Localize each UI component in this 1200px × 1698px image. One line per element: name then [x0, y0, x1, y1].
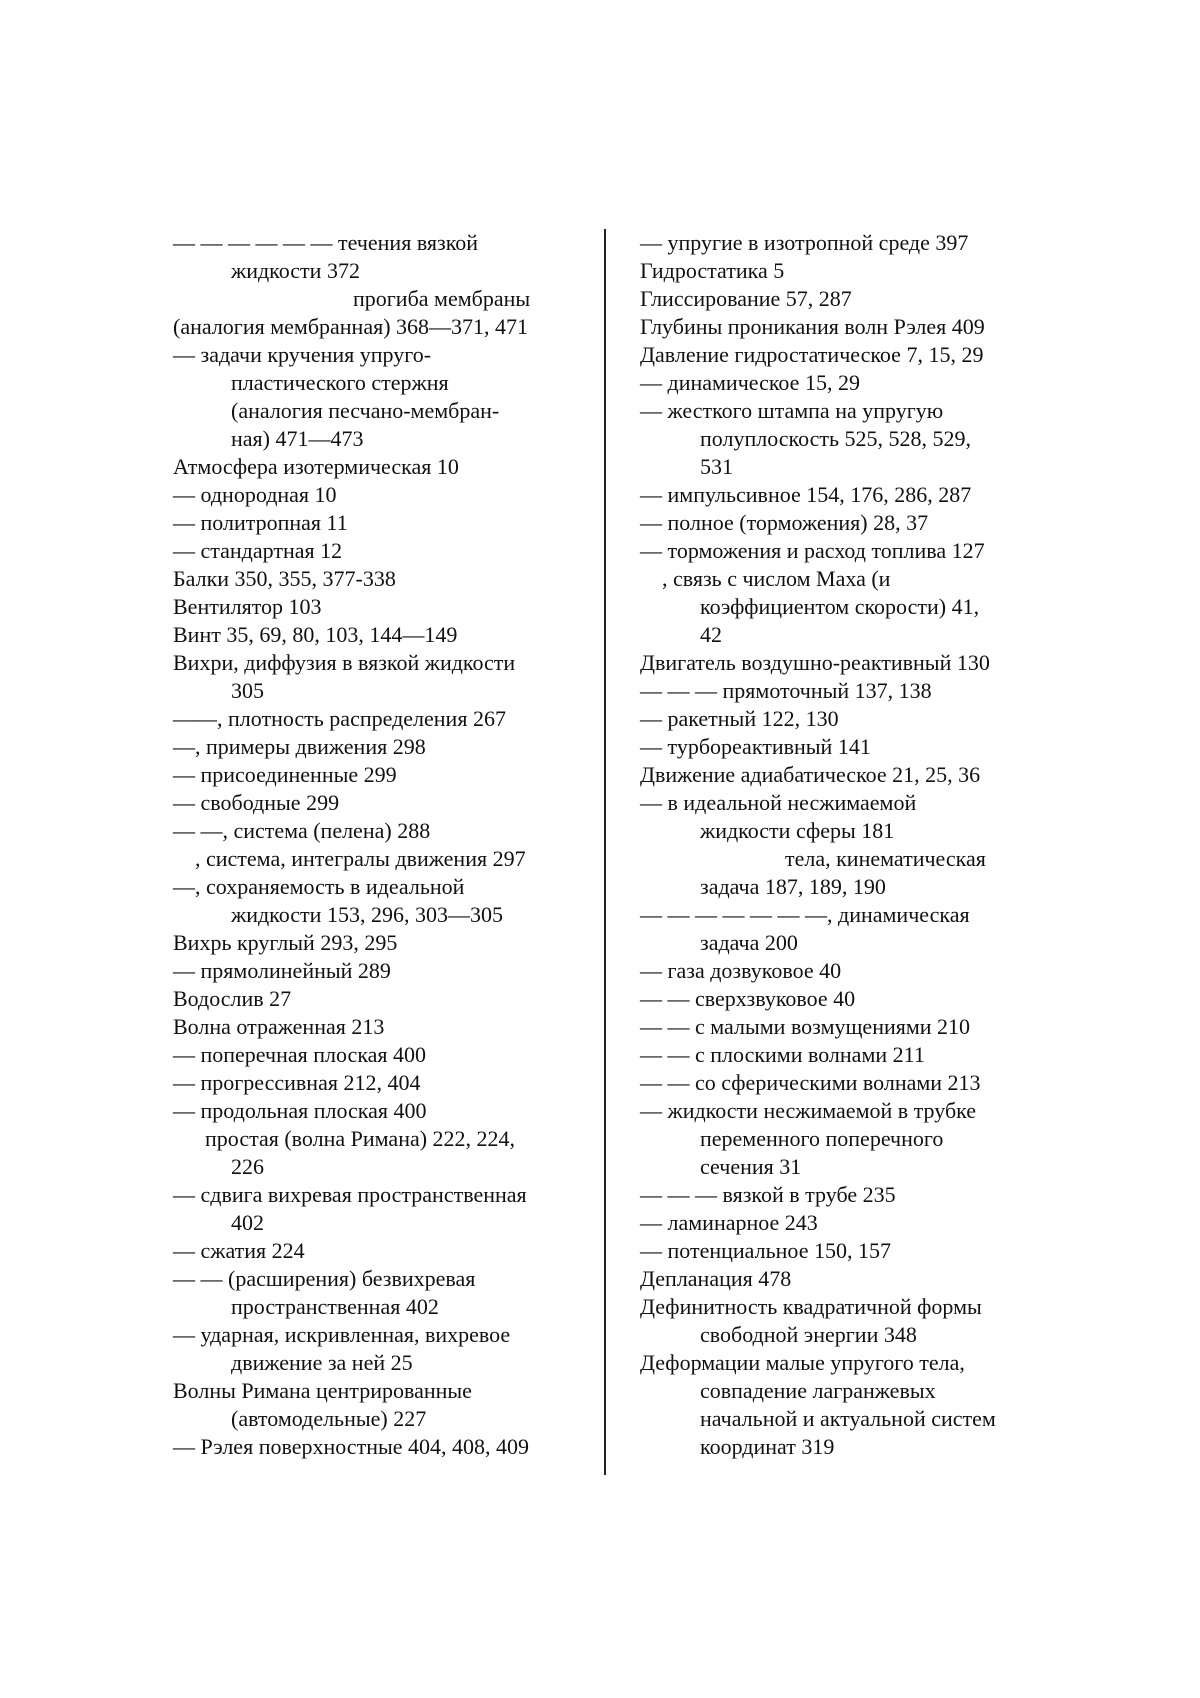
index-entry: Волна отраженная 213: [173, 1014, 385, 1039]
index-entry: тела, кинематическая: [785, 846, 986, 871]
index-entry: — турбореактивный 141: [640, 734, 871, 759]
index-entry: — торможения и расход топлива 127: [640, 538, 985, 563]
index-entry: — жидкости несжимаемой в трубке: [640, 1098, 977, 1123]
index-entry: — — — — — — течения вязкой: [173, 230, 479, 255]
index-entry: прогиба мембраны: [353, 286, 531, 311]
index-entry: — — с малыми возмущениями 210: [640, 1014, 971, 1039]
index-entry: 42: [700, 622, 722, 647]
index-entry: 305: [231, 678, 264, 703]
index-entry: — прямолинейный 289: [173, 958, 391, 983]
index-entry: Глубины проникания волн Рэлея 409: [640, 314, 985, 339]
index-entry: Дефинитность квадратичной формы: [640, 1294, 982, 1319]
index-entry: пластического стержня: [231, 370, 449, 395]
index-entry: — стандартная 12: [173, 538, 343, 563]
index-entry: — продольная плоская 400: [173, 1098, 427, 1123]
index-entry: — прогрессивная 212, 404: [173, 1070, 421, 1095]
index-entry: — политропная 11: [173, 510, 348, 535]
index-entry: задача 187, 189, 190: [700, 874, 886, 899]
index-entry: коэффициентом скорости) 41,: [700, 594, 980, 619]
index-entry: (аналогия песчано-мембран-: [231, 398, 500, 423]
index-column-right: [640, 229, 1060, 1461]
index-entry: 531: [700, 454, 733, 479]
index-entry: — однородная 10: [173, 482, 337, 507]
index-entry: — газа дозвуковое 40: [640, 958, 842, 983]
index-entry: — Рэлея поверхностные 404, 408, 409: [173, 1434, 530, 1459]
index-entry: жидкости 372: [231, 258, 360, 283]
index-entry: — импульсивное 154, 176, 286, 287: [640, 482, 972, 507]
index-entry: Двигатель воздушно-реактивный 130: [640, 650, 990, 675]
index-entry: 402: [231, 1210, 264, 1235]
index-entry: задача 200: [700, 930, 798, 955]
index-entry: переменного поперечного: [700, 1126, 944, 1151]
index-entry: Деформации малые упругого тела,: [640, 1350, 965, 1375]
index-entry: —, примеры движения 298: [173, 734, 426, 759]
index-entry: Гидростатика 5: [640, 258, 785, 283]
index-entry: сечения 31: [700, 1154, 802, 1179]
index-entry: пространственная 402: [231, 1294, 439, 1319]
index-entry: полуплоскость 525, 528, 529,: [700, 426, 972, 451]
index-entry: — — (расширения) безвихревая: [173, 1266, 476, 1291]
index-entry: координат 319: [700, 1434, 835, 1459]
index-entry: — полное (торможения) 28, 37: [640, 510, 929, 535]
index-entry: Вихрь круглый 293, 295: [173, 930, 398, 955]
index-entry: , связь с числом Маха (и: [662, 566, 891, 591]
index-entry: — сдвига вихревая пространственная: [173, 1182, 527, 1207]
index-entry: (автомодельные) 227: [231, 1406, 427, 1431]
index-entry: движение за ней 25: [231, 1350, 413, 1375]
index-entry: — — сверхзвуковое 40: [640, 986, 856, 1011]
index-entry: Водослив 27: [173, 986, 292, 1011]
index-entry: Вентилятор 103: [173, 594, 322, 619]
index-entry: Волны Римана центрированные: [173, 1378, 472, 1403]
index-entry: — — с плоскими волнами 211: [640, 1042, 925, 1067]
index-entry: — — — прямоточный 137, 138: [640, 678, 932, 703]
index-entry: —, сохраняемость в идеальной: [173, 874, 465, 899]
index-entry: — сжатия 224: [173, 1238, 305, 1263]
index-entry: Глиссирование 57, 287: [640, 286, 852, 311]
index-entry: — потенциальное 150, 157: [640, 1238, 891, 1263]
index-entry: — ламинарное 243: [640, 1210, 818, 1235]
index-entry: Винт 35, 69, 80, 103, 144—149: [173, 622, 458, 647]
index-entry: (аналогия мембранная) 368—371, 471: [173, 314, 529, 339]
index-entry: — ракетный 122, 130: [640, 706, 839, 731]
index-entry: Движение адиабатическое 21, 25, 36: [640, 762, 981, 787]
index-entry: — свободные 299: [173, 790, 340, 815]
index-entry: простая (волна Римана) 222, 224,: [205, 1126, 516, 1151]
index-entry: — — со сферическими волнами 213: [640, 1070, 981, 1095]
index-entry: — поперечная плоская 400: [173, 1042, 427, 1067]
index-entry: Атмосфера изотермическая 10: [173, 454, 459, 479]
index-entry: начальной и актуальной систем: [700, 1406, 996, 1431]
index-entry: — динамическое 15, 29: [640, 370, 860, 395]
index-entry: ная) 471—473: [231, 426, 364, 451]
index-entry: — — — — — — —, динамическая: [640, 902, 970, 927]
index-entry: совпадение лагранжевых: [700, 1378, 936, 1403]
index-entry: Депланация 478: [640, 1266, 792, 1291]
index-entry: — жесткого штампа на упругую: [640, 398, 944, 423]
index-entry: — упругие в изотропной среде 397: [640, 230, 969, 255]
index-entry: жидкости 153, 296, 303—305: [231, 902, 503, 927]
index-entry: — присоединенные 299: [173, 762, 397, 787]
index-entry: Вихри, диффузия в вязкой жидкости: [173, 650, 516, 675]
index-entry: , система, интегралы движения 297: [195, 846, 526, 871]
index-entry: — в идеальной несжимаемой: [640, 790, 917, 815]
index-column-left: [173, 229, 583, 1461]
index-entry: Балки 350, 355, 377-338: [173, 566, 396, 591]
column-divider: [604, 229, 606, 1475]
index-entry: ——, плотность распределения 267: [173, 706, 506, 731]
index-entry: жидкости сферы 181: [700, 818, 895, 843]
index-entry: — — — вязкой в трубе 235: [640, 1182, 896, 1207]
index-entry: 226: [231, 1154, 264, 1179]
index-entry: — —, система (пелена) 288: [173, 818, 431, 843]
index-entry: — задачи кручения упруго-: [173, 342, 432, 367]
index-entry: свободной энергии 348: [700, 1322, 917, 1347]
index-entry: — ударная, искривленная, вихревое: [173, 1322, 511, 1347]
index-entry: Давление гидростатическое 7, 15, 29: [640, 342, 984, 367]
